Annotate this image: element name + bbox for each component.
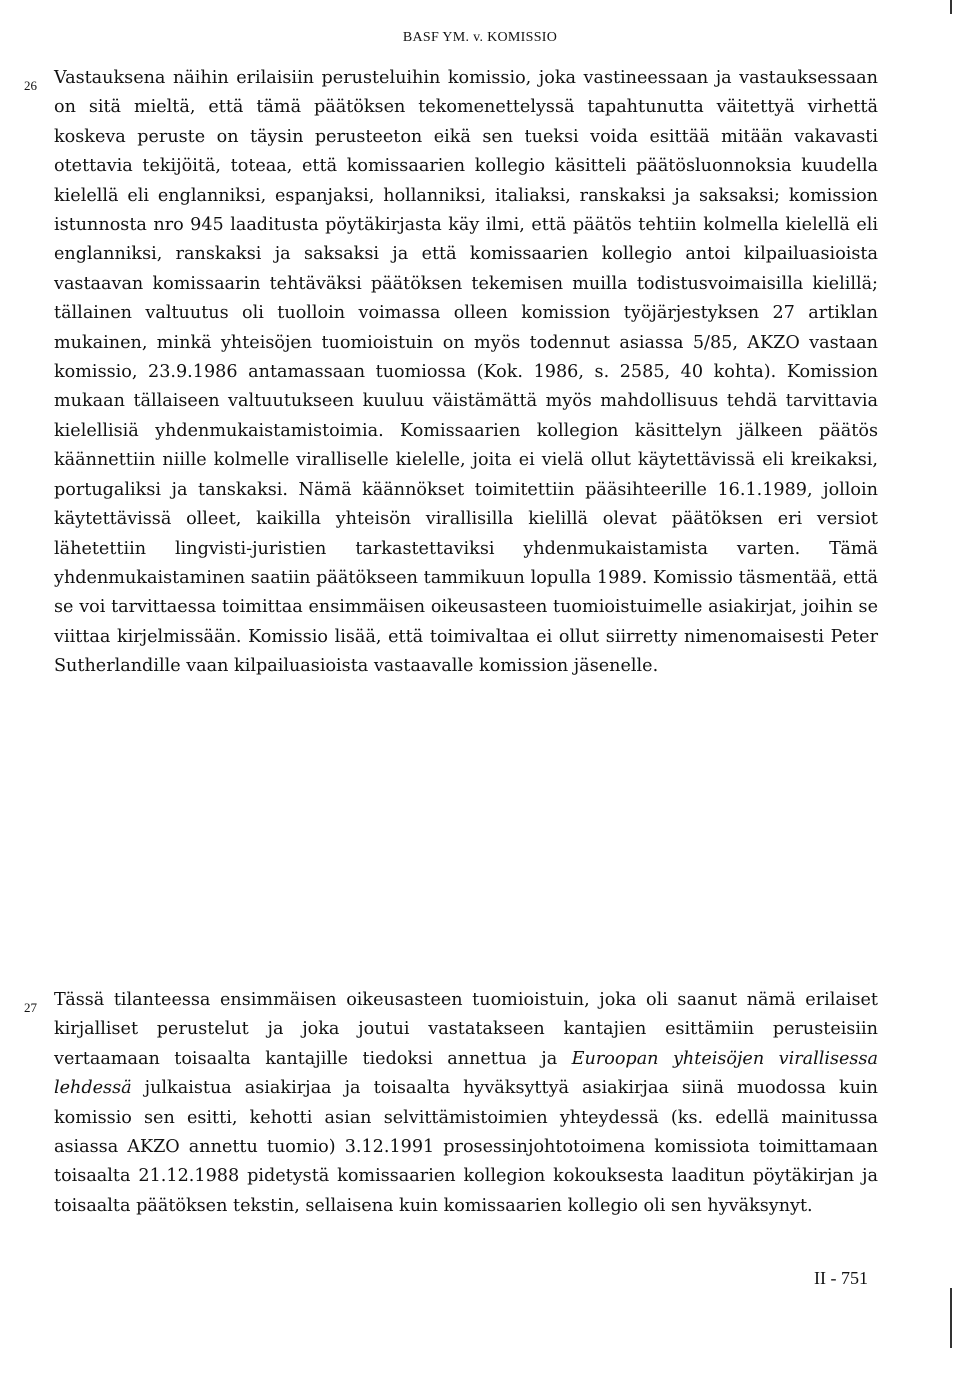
- scan-edge-mark: [950, 1288, 952, 1348]
- paragraph-27-text-end: julkaistua asiakirjaa ja toisaalta hyväksyttyä asiakirjaa siinä muodossa kuin komissio sen esitti, kehotti asian selvittämistoimien yhteydessä (ks. edellä mainitussa asiassa AKZO annettu tuomio) 3.12.1991 prosessinjohtotoimena komissiota toimittamaan toisaalta 21.12.1988 pidetystä komissaarien kollegion kokouksesta laaditun pöytäkirjan ja toisaalta päätöksen tekstin, sellaisena kuin komissaarien kollegio oli sen hyväksynyt.: [54, 1078, 878, 1216]
- paragraph-27-text-start: Tässä tilanteessa ensimmäisen oikeusasteen tuomioistuin, joka oli saanut nämä erilaiset kirjalliset perustelut ja joka joutui vastatakseen kantajien esittämiin perusteisiin vertaamaan toisaalta kantajille tiedoksi annettua ja: [54, 990, 878, 1069]
- journal-title-italic: Euroopan yhteisöjen virallisessa lehdessä: [54, 1048, 878, 1099]
- scan-edge-mark: [950, 0, 952, 14]
- paragraph-number: 27: [24, 1000, 37, 1015]
- paragraph-26-text: Vastauksena näihin erilaisiin perusteluihin komissio, joka vastineessaan ja vastauksessaan on sitä mieltä, että tämä päätöksen tekomenettelyssä tapahtunutta väitettyä virhettä koskeva peruste on täysin perusteeton eikä sen tueksi voida esittää mitään vakavasti otettavia tekijöitä, toteaa, että komissaarien kollegio käsitteli päätösluonnoksia kuudella kielellä eli englanniksi, espanjaksi, hollanniksi, italiaksi, ranskaksi ja saksaksi; komission istunnosta nro 945 laaditusta pöytäkirjasta käy ilmi, että päätös tehtiin kolmella kielellä eli englanniksi, ranskaksi ja saksaksi ja että komissaarien kollegio antoi kilpailuasioista vastaavan komissaarin tehtäväksi päätöksen tekemisen muilla todistusvoimaisilla kielillä; tällainen valtuutus oli tuolloin voimassa olleen komission työjärjestyksen 27 artiklan mukainen, minkä yhteisöjen tuomioistuin on myös todennut asiassa 5/85, AKZO vastaan komissio, 23.9.1986 antamassaan tuomiossa (Kok. 1986, s. 2585, 40 kohta). Komission mukaan tällaiseen valtuutukseen kuuluu väistämättä myös mahdollisuus tehdä tarvittavia kielellisiä yhdenmukaistamistoimia. Komissaarien kollegion käsittelyn jälkeen päätös käännettiin niille kolmelle viralliselle kielelle, joita ei vielä ollut käytettävissä eli kreikaksi, portugaliksi ja tanskaksi. Nämä käännökset toimitettiin pääsihteerille 16.1.1989, jolloin käytettävissä olleet, kaikilla yhteisön virallisilla kielillä olevat päätöksen eri versiot lähetettiin lingvisti-juristien tarkastettaviksi yhdenmukaistamista varten. Tämä yhdenmukaistaminen saatiin päätökseen tammikuun lopulla 1989. Komissio täsmentää, että se voi tarvittaessa toimittaa ensimmäisen oikeusasteen tuomioistuimelle asiakirjat, joihin se viittaa kirjelmissään. Komissio lisää, että toimivaltaa ei ollut siirretty nimenomaisesti Peter Sutherlandille vaan kilpailuasioista vastaavalle komission jäsenelle.: [54, 68, 878, 677]
- paragraph-27-text: [54, 986, 878, 1221]
- running-header: BASF YM. v. KOMISSIO: [402, 30, 558, 45]
- paragraph-number: 26: [24, 78, 37, 93]
- page-number: II - 751: [814, 1268, 868, 1288]
